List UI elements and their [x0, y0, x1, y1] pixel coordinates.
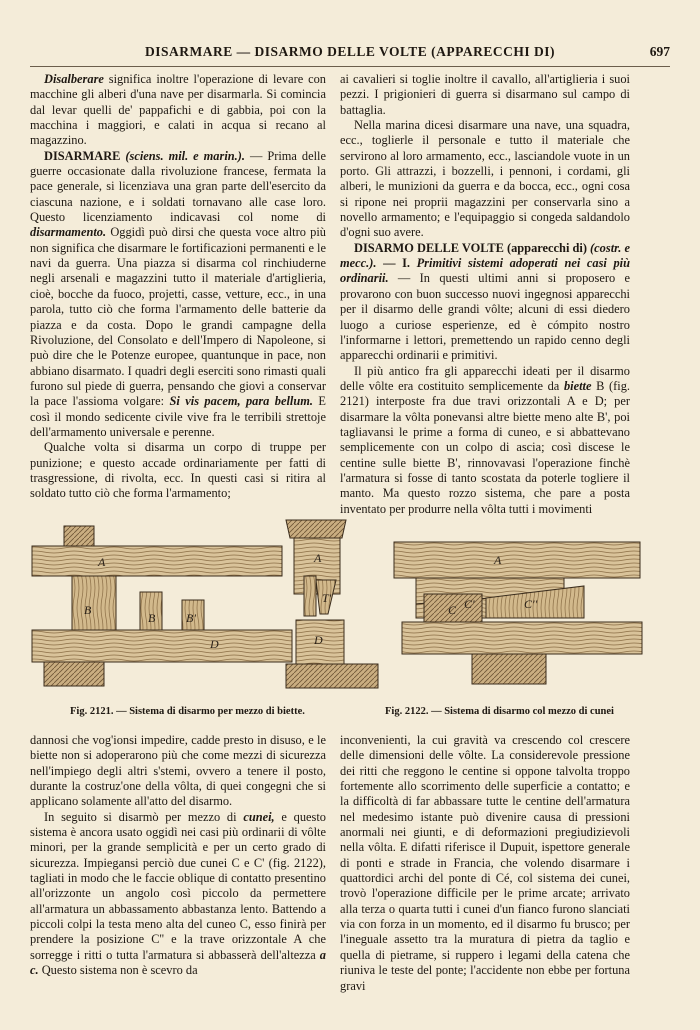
column-2	[340, 72, 630, 517]
running-title: DISARMARE — DISARMO DELLE VOLTE (APPARECCHI DI)	[144, 44, 556, 59]
term-biette: biette	[563, 378, 592, 393]
svg-text:D: D	[314, 633, 323, 647]
text: e questo sistema è ancora usato oggidì nei casi più ordinarii di vôlte minori, per la grande semplicità e per un certo grado di sicurezza. Impiegansi perciò due cunei C e C' (fig. 2122), tagliati in modo che le faccie oblique di contatto presentino all'orizzonte un angolo così piccolo da permettere all'armatura un abbassamento abbastanza lento. Battendo a piccoli colpi la testa meno alta del cuneo C, esso finirà per prendere la posizione C'' e la trave orizzontale A che sorregge i ritti o tutta l'armatura si abbasserà dell'altezza	[30, 809, 326, 962]
term-cunei: cunei,	[243, 809, 275, 824]
column-1	[30, 72, 326, 502]
fig-2121-front-view	[286, 520, 378, 688]
svg-text:B: B	[148, 611, 156, 625]
paragraph	[340, 364, 630, 517]
term-disarmo: DISARMO DELLE VOLTE (apparecchi di)	[354, 240, 587, 255]
column-4	[340, 733, 630, 994]
paragraph-cunei	[30, 810, 326, 979]
page-header	[30, 44, 670, 66]
term-disarmamento: disarmamento.	[30, 225, 107, 240]
text: significa inoltre l'operazione di levare con macchine gli alberi d'una nave per disarmarla. Si comincia dal levar quelli de' pappafichi e di gabbia, poi con la macchina i maggiori, e calati in acqua si recano al magazzino.	[30, 72, 326, 148]
text: Oggidì può dirsi che questa voce altro più non significa che disarmare le fortificazioni permanenti e le navi da guerra. Una piazza si disarma col rinchiuderne negli arsenali e magazzini tutto il materiale d'artiglieria, cioè, bocche da fuoco, projetti, casse, vetture, ecc., in una parola, tutto ciò che forma l'armamento delle batterie da piazza e da costa. Dopo le grandi campagne della Rivoluzione, del Consolato e dell'Impero di Napoleone, si può dire che le Potenze europee, quantunque in pace, non abbiano disarmato. I quadri degli eserciti sono rimasti quali furono sul piede di guerra, pensando che giovi a conservar la pace l'assioma volgare:	[30, 225, 326, 409]
caption-fig-2122	[385, 706, 614, 717]
paragraph: Nella marina dicesi disarmare una nave, una squadra, ecc., toglierle il personale e tutto il materiale che servirono al loro armamento, ecc., lasciandole vuote in un porto. Gli attrazzi, i bozzelli, i pennoni, i cordami, gli alberi, le munizioni da guerra e da bocca, ecc., ogni cosa si ripone nei proprii magazzini per conservarla sino a novello armamento; e l'equipaggio si congeda saldandolo d'ogni suo avere.	[340, 118, 630, 240]
category: (sciens. mil. e marin.).	[120, 148, 245, 163]
svg-text:C': C'	[464, 597, 475, 611]
term-disalberare: Disalberare	[44, 72, 104, 86]
column-3	[30, 733, 326, 979]
svg-text:A: A	[98, 555, 106, 569]
entry-disalberare	[30, 72, 326, 149]
text: B (fig. 2121) interposte fra due travi orizzontali A e D; per disarmare la vôlta ponevansi altre biette meno alte B', poi tagliavansi le prime a forma di cuneo, e si abbattevano semplicemente con un colpo di ascia; così discese le centine sulle biette B', rinnovavasi l'operazione finchè l'armatura si fosse di tanto scostata da poterle togliere il manto. Ma questo rozzo sistema, che pare a posta inventato per produrre nella vôlta tutti i movimenti	[340, 378, 630, 516]
fig-2122-wedges	[394, 542, 642, 684]
svg-text:C: C	[448, 603, 457, 617]
text: Il più antico fra gli apparecchi ideati per il disarmo delle vôlte era costituito semplicemente da	[340, 363, 630, 393]
entry-disarmare	[30, 149, 326, 441]
category: (costr. e mecc.).	[340, 240, 630, 271]
term-disarmare: DISARMARE	[44, 148, 121, 163]
section-title: Primitivi sistemi adoperati nei casi più ordinarii.	[340, 256, 631, 286]
figure-captions	[30, 706, 670, 722]
paragraph: ai cavalieri si toglie inoltre il cavallo, all'artiglieria i suoi pezzi. I prigionieri di guerra si disarmano sul campo di battaglia.	[340, 72, 630, 117]
term-ac: a c.	[30, 947, 326, 978]
header-rule	[30, 66, 670, 67]
section-number: — I.	[376, 256, 417, 271]
entry-disarmo-delle-volte	[340, 241, 630, 364]
caption-number: Fig. 2122.	[385, 706, 429, 717]
caption-text: — Sistema di disarmo per mezzo di biette.	[113, 706, 305, 717]
paragraph: Qualche volta si disarma un corpo di truppe per punizione; e questo accade ordinariamente per fatti di trasgressione, di rivolta, ecc. In questi casi si ritira al soldato tutto ciò che forma l'armamento;	[30, 440, 326, 501]
fig-2121-side-view	[32, 526, 292, 686]
figures	[24, 518, 644, 704]
text: E così il mondo sedicente civile vive fra le terribili strettoje dell'armamento universale e perenne.	[30, 394, 327, 439]
paragraph: dannosi che vog'ionsi impedire, cadde presto in disuso, e le biette non si adoperarono più che come mezzi di sicurezza nell'impiego degli altri s'stemi, ovvero a tenere il posto, durante la costruz'one della vôlta, di quei congegni che si applicano solamente all'atto del disarmo.	[30, 733, 326, 809]
paragraph: inconvenienti, la cui gravità va crescendo col crescere delle dimensioni delle vôlte. La considerevole pressione dei ritti che reggono le centine si oppone talvolta troppo fortemente allo scorrimento delle superficie a contatto; e la difficoltà di far abbassare tutte le centine dell'armatura nel medesimo istante può divenire causa di pressioni anormali nei giunti, e di deformazioni pregiudizievoli nella vôlta. E difatti riferisce il Dupuit, ispettore generale di ponti e strade in Francia, che volendo disarmare i quattordici archi del ponte di Cé, col sistema dei cunei, trovò l'operazione difficile per le prime arcate; arrivato alla terza o quarta tutti i cunei d'un fianco furono slanciati via con forza in un momento, ed il disarmo fu brusco; per l'ineguale assetto tra la muratura di pietra da taglio e quella di pietrame, si ruppero i legami della catena che riuniva le teste del ponte; l'accidente non ebbe per fortuna gravi	[340, 733, 630, 993]
caption-text: — Sistema di disarmo col mezzo di cunei	[428, 706, 614, 717]
caption-number: Fig. 2121.	[70, 706, 114, 717]
svg-text:A: A	[494, 553, 502, 567]
svg-text:D: D	[210, 637, 219, 651]
svg-text:C'': C''	[524, 597, 538, 611]
latin-motto: Si vis pacem, para bellum.	[169, 394, 314, 409]
text: — Prima delle guerre occasionate dalla rivoluzione francese, fermata la pace generale, si licenziava una gran parte dell'esercito da ciascuna nazione, e i soldati tornavano alle case loro. Questo licenziamento indicavasi col nome di	[30, 148, 326, 225]
svg-text:B: B	[84, 603, 92, 617]
page-number: 697	[649, 44, 670, 59]
svg-text:T': T'	[322, 591, 332, 605]
text: Questo sistema non è scevro da	[38, 963, 198, 978]
svg-text:B': B'	[186, 611, 196, 625]
svg-text:A: A	[314, 551, 322, 565]
caption-fig-2121	[70, 706, 305, 717]
text: — In questi ultimi anni si proposero e provarono con buon successo nuovi ingegnosi apparecchi per il disarmo delle grandi vôlte; alcuni di essi diedero luogo a curiose esperienze, ed è cómpito nostro l'informarne i lettori, premettendo un rapido cenno degli apparecchi ordinarii e primitivi.	[340, 271, 630, 363]
text: In seguito si disarmò per mezzo di	[44, 809, 244, 824]
